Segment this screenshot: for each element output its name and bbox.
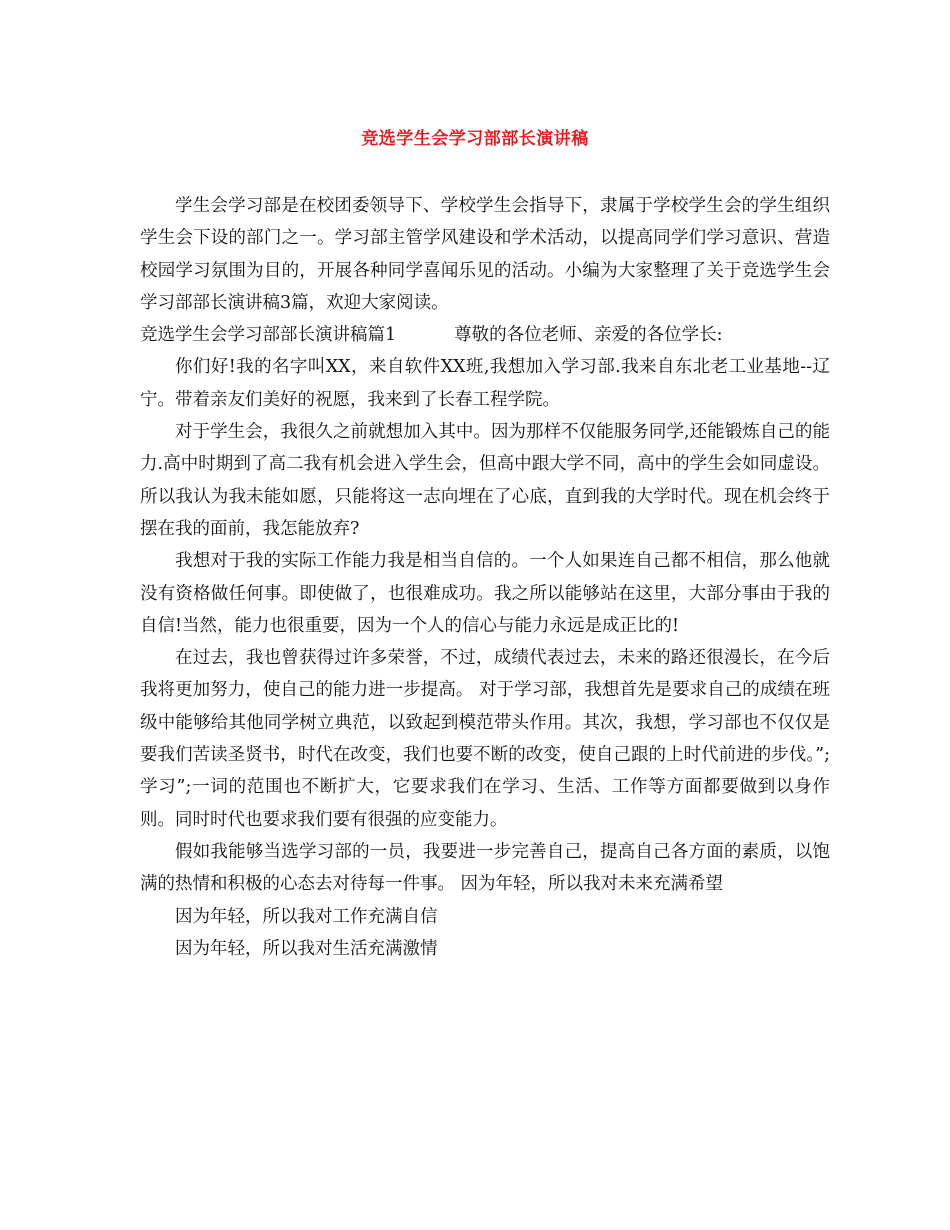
document-body [140,190,830,965]
salutation: 尊敬的各位老师、亲爱的各位学长: [454,325,723,346]
paragraph-plans: 在过去，我也曾获得过许多荣誉，不过，成绩代表过去，未来的路还很漫长，在今后我将更加努力，使自己的能力进一步提高。 对于学习部，我想首先是要求自己的成绩在班级中能够给其他同学树立典范，以致起到模范带头作用。其次，我想，学习部也不仅仅是要我们苦读圣贤书，时代在改变，我们也要不断的改变，使自己跟的上时代前进的步伐。”;学习”;一词的范围也不断扩大，它要求我们在学习、生活、工作等方面都要做到以身作则。同时时代也要求我们要有很强的应变能力。 [140,648,830,830]
paragraph-intro: 学生会学习部是在校团委领导下、学校学生会指导下，隶属于学校学生会的学生组织学生会下设的部门之一。学习部主管学风建设和学术活动，以提高同学们学习意识、营造校园学习氛围为目的，开展各种同学喜闻乐见的活动。小编为大家整理了关于竞选学生会学习部部长演讲稿3篇，欢迎大家阅读。 [140,196,830,313]
paragraph-motivation: 对于学生会，我很久之前就想加入其中。因为那样不仅能服务同学,还能锻炼自己的能力.高中时期到了高二我有机会进入学生会，但高中跟大学不同，高中的学生会如同虚设。所以我认为我未能如愿，只能将这一志向埋在了心底，直到我的大学时代。现在机会终于摆在我的面前，我怎能放弃? [140,422,830,539]
paragraph-youth-work: 因为年轻，所以我对工作充满自信 [175,906,438,927]
paragraph-commitment: 假如我能够当选学习部的一员，我要进一步完善自己，提高自己各方面的素质，以饱满的热情和积极的心态去对待每一件事。 因为年轻，所以我对未来充满希望 [140,841,830,895]
paragraph-greeting: 你们好!我的名字叫XX，来自软件XX班,我想加入学习部.我来自东北老工业基地--辽宁。带着亲友们美好的祝愿，我来到了长春工程学院。 [140,357,830,410]
paragraph-youth-life: 因为年轻，所以我对生活充满激情 [175,938,438,959]
speech-heading-line [140,319,830,351]
speech-heading: 竞选学生会学习部部长演讲稿篇1 [140,325,397,346]
document-title: 竞选学生会学习部部长演讲稿 [361,129,589,149]
paragraph-confidence: 我想对于我的实际工作能力我是相当自信的。一个人如果连自己都不相信，那么他就没有资格做任何事。即使做了，也很难成功。我之所以能够站在这里，大部分事由于我的自信!当然，能力也很重要，因为一个人的信心与能力永远是成正比的! [140,551,830,636]
